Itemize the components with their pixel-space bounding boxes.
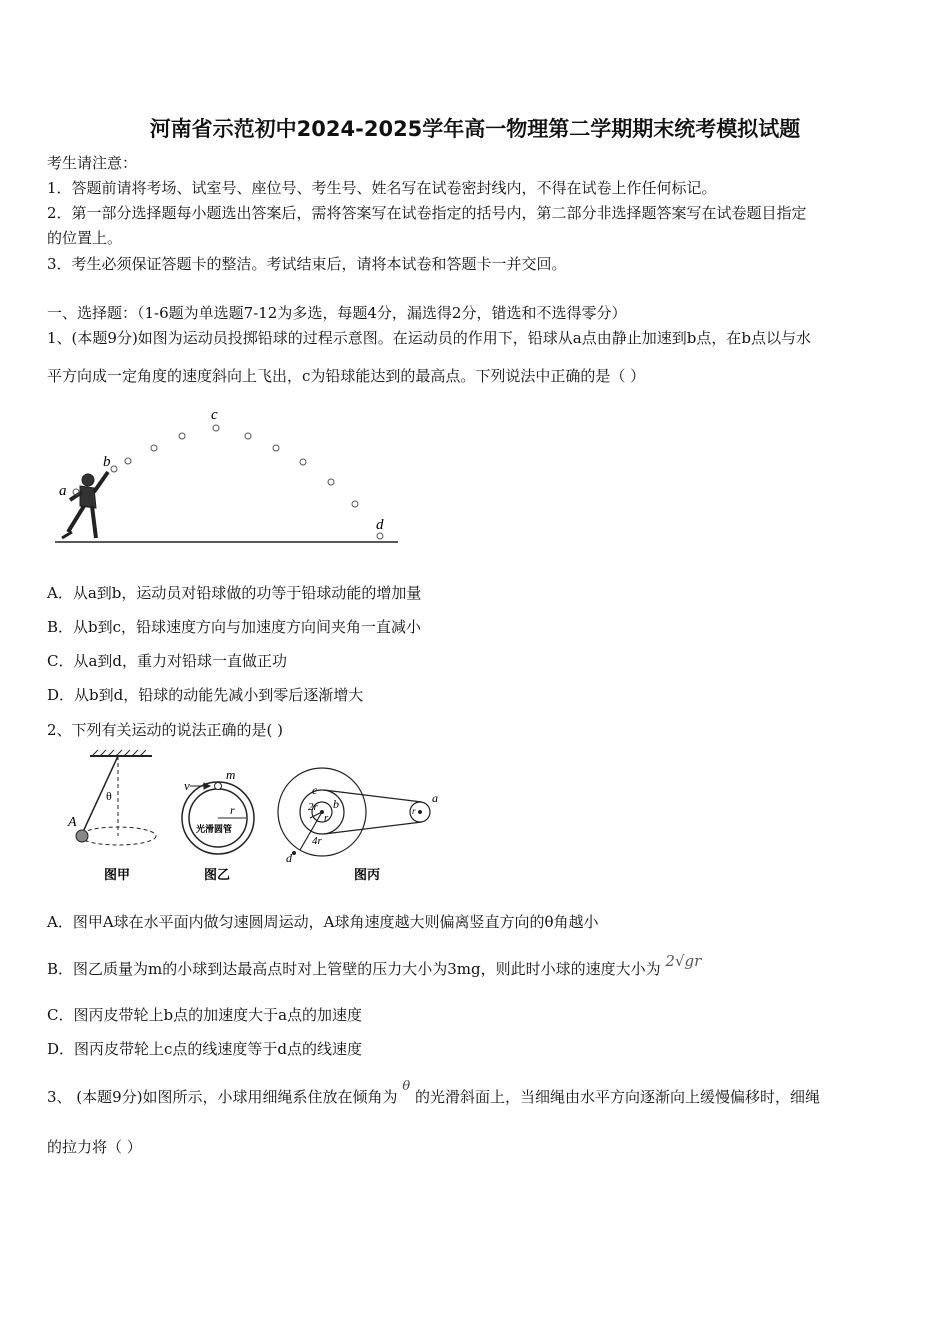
caption-yi: 图乙	[204, 867, 231, 882]
q3-stem-part1: 3、 (本题9分)如图所示，小球用细绳系住放在倾角为	[47, 1088, 398, 1106]
q1-stem-line1: 1、(本题9分)如图为运动员投掷铅球的过程示意图。在运动员的作用下，铅球从a点由静止加速到b点，在b点以与水	[47, 329, 811, 347]
formula-2-sqrt-gr: 2√gr	[665, 952, 702, 970]
label-v: v	[184, 778, 190, 793]
notice-item-2: 2．第一部分选择题每小题选出答案后，需将答案写在试卷指定的括号内，第二部分非选择题答案写在试卷题目指定	[47, 204, 807, 222]
q1-option-d: D．从b到d，铅球的动能先减小到零后逐渐增大	[47, 686, 364, 704]
label-b2: b	[333, 797, 339, 811]
label-b: b	[103, 454, 111, 470]
notice-heading: 考生请注意：	[47, 154, 138, 172]
figure-jia	[76, 750, 156, 845]
label-a: a	[59, 483, 67, 499]
label-theta: θ	[106, 789, 112, 803]
label-r: r	[230, 803, 235, 817]
label-c: c	[211, 407, 218, 423]
q2-option-d: D．图丙皮带轮上c点的线速度等于d点的线速度	[47, 1040, 363, 1058]
label-2r: 2r	[308, 801, 318, 813]
q2-stem: 2、下列有关运动的说法正确的是( )	[47, 721, 284, 739]
q2-option-b	[47, 952, 702, 979]
label-m: m	[226, 767, 236, 782]
caption-bing: 图丙	[354, 867, 381, 882]
label-r-inner: r	[324, 812, 329, 824]
q1-option-c: C．从a到d，重力对铅球一直做正功	[47, 652, 288, 670]
label-d2: d	[286, 851, 292, 865]
notice-item-3: 3．考生必须保证答题卡的整洁。考试结束后，请将本试卷和答题卡一并交回。	[47, 255, 567, 273]
q3-stem-part2: 的光滑斜面上，当细绳由水平方向逐渐向上缓慢偏移时，细绳	[414, 1088, 820, 1106]
q2-option-c: C．图丙皮带轮上b点的加速度大于a点的加速度	[47, 1006, 363, 1024]
athlete-figure	[62, 472, 108, 538]
figure-yi	[182, 782, 254, 854]
q3-theta-symbol: θ	[402, 1079, 411, 1094]
q3-stem-line2: 的拉力将（ ）	[47, 1138, 142, 1156]
label-d: d	[376, 517, 384, 533]
q2-option-a: A．图甲A球在水平面内做匀速圆周运动，A球角速度越大则偏离竖直方向的θ角越小	[47, 913, 599, 931]
label-ra: r	[412, 806, 416, 816]
label-A: A	[68, 815, 77, 830]
caption-jia: 图甲	[104, 867, 131, 882]
label-a2: a	[432, 791, 438, 805]
q3-stem-line1	[47, 1079, 820, 1107]
q1-option-a: A．从a到b，运动员对铅球做的功等于铅球动能的增加量	[47, 584, 422, 602]
notice-item-1: 1．答题前请将考场、试室号、座位号、考生号、姓名写在试卷密封线内，不得在试卷上作任何标记。	[47, 179, 717, 197]
q2-figures	[60, 748, 450, 888]
figure-bing	[278, 768, 430, 856]
q1-shotput-figure	[50, 400, 410, 550]
page-title: 河南省示范初中2024-2025学年高一物理第二学期期末统考模拟试题	[149, 117, 801, 141]
notice-item-2-cont: 的位置上。	[47, 229, 123, 247]
section-heading: 一、选择题：（1-6题为单选题7-12为多选，每题4分，漏选得2分，错选和不选得零分）	[47, 304, 627, 322]
q2-option-b-text: B．图乙质量为m的小球到达最高点时对上管壁的压力大小为3mg，则此时小球的速度大小为	[47, 960, 661, 978]
label-tube: 光滑圆管	[196, 824, 233, 834]
q1-option-b: B．从b到c，铅球速度方向与加速度方向间夹角一直减小	[47, 618, 422, 636]
q1-stem-line2: 平方向成一定角度的速度斜向上飞出，c为铅球能达到的最高点。下列说法中正确的是（ ）	[47, 367, 646, 385]
label-c2: c	[312, 783, 318, 797]
label-4r: 4r	[312, 835, 322, 847]
